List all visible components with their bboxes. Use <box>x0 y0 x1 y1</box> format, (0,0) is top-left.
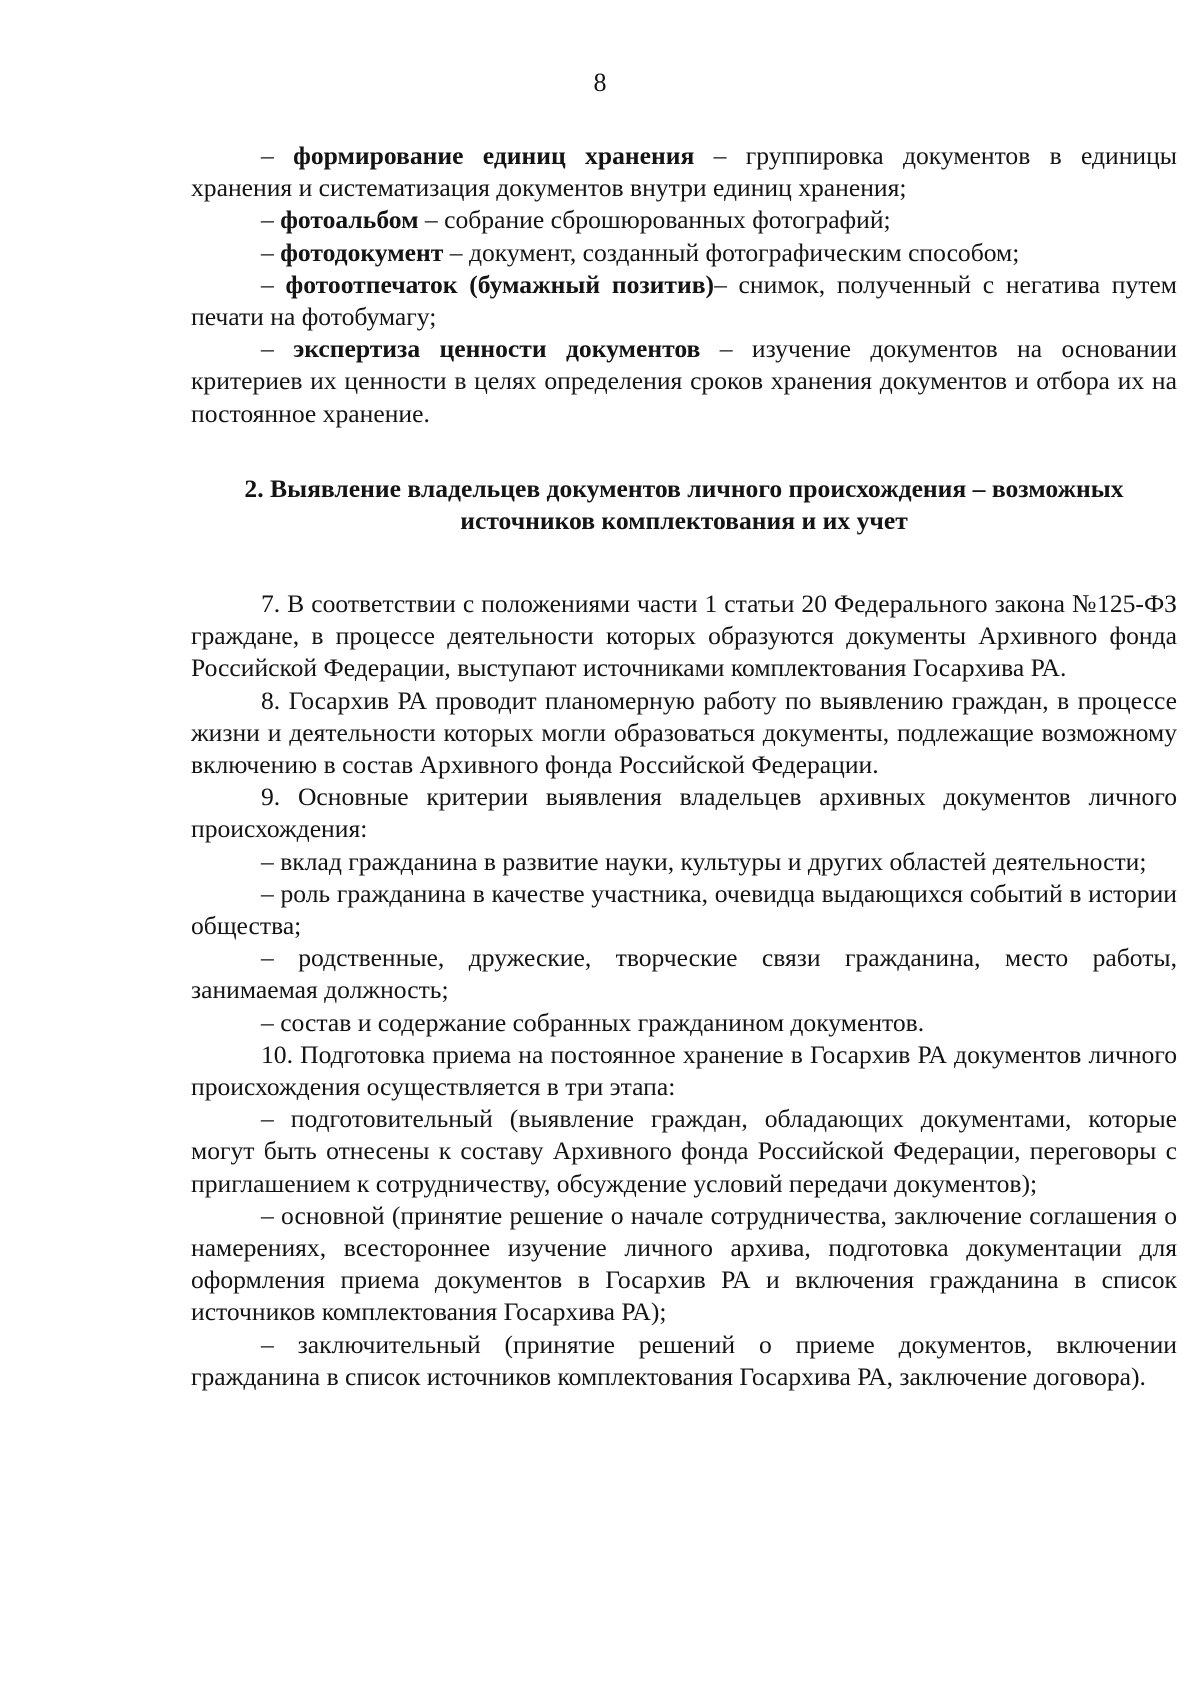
section-body <box>191 588 1177 1393</box>
definition-term: формирование единиц хранения <box>293 141 695 170</box>
criteria-list-item: – вклад гражданина в развитие науки, культуры и других областей деятельности; <box>261 846 1147 876</box>
section-heading-line: 2. Выявление владельцев документов личного происхождения – возможных <box>244 474 1124 503</box>
criteria-list-item: – родственные, дружеские, творческие связи гражданина, место работы, занимаемая должность; <box>191 943 1177 1005</box>
definition-dash: – <box>261 205 274 235</box>
paragraph-item-7: 7. В соответствии с положениями части 1 статьи 20 Федерального закона №125-ФЗ граждане, в процессе деятельности которых образуются документы Архивного фонда Российской Федерации, выступают источниками комплектования Госархива РА. <box>191 589 1177 683</box>
definition-text: – группировка документов в единицы хранения и систематизация документов внутри единиц хранения; <box>191 141 1178 203</box>
stage-list-item: – основной (принятие решение о начале сотрудничества, заключение соглашения о намерениях, всестороннее изучение личного архива, подготовка документации для оформления приема документов в Госархив РА и включения гражданина в список источников комплектования Госархива РА); <box>191 1200 1177 1327</box>
definition-item <box>191 333 1177 430</box>
definition-item <box>191 237 1177 269</box>
page-number: 8 <box>593 68 607 97</box>
definition-item <box>191 140 1177 204</box>
definition-item <box>191 204 1177 236</box>
paragraph-item-8: 8. Госархив РА проводит планомерную работу по выявлению граждан, в процессе жизни и деятельности которых могли образоваться документы, подлежащие возможному включению в состав Архивного фонда Российской Федерации. <box>191 685 1177 780</box>
section-heading <box>191 473 1177 537</box>
criteria-list-item: – состав и содержание собранных гражданином документов. <box>261 1007 925 1037</box>
paragraph-item-9: 9. Основные критерии выявления владельцев архивных документов личного происхождения: <box>191 782 1177 844</box>
definition-term: фотоотпечаток (бумажный позитив) <box>285 269 715 299</box>
definition-term: фотоальбом <box>280 205 419 235</box>
definitions-list <box>191 140 1177 430</box>
definition-dash: – <box>261 334 274 364</box>
definition-dash: – <box>261 269 274 299</box>
criteria-list-item: – роль гражданина в качестве участника, очевидца выдающихся событий в истории общества; <box>191 878 1177 941</box>
paragraph-item-10: 10. Подготовка приема на постоянное хранение в Госархив РА документов личного происхождения осуществляется в три этапа: <box>191 1039 1177 1102</box>
definition-term: фотодокумент <box>280 237 444 267</box>
stage-list-item: – заключительный (принятие решений о приеме документов, включении гражданина в список источников комплектования Госархива РА, заключение договора). <box>191 1329 1177 1391</box>
definition-text: – собрание сброшюрованных фотографий; <box>418 205 891 235</box>
definition-term: экспертиза ценности документов <box>293 334 701 364</box>
definition-text: – изучение документов на основании критериев их ценности в целях определения сроков хранения документов и отбора их на постоянное хранение. <box>191 334 1177 428</box>
definition-text: – снимок, полученный с негатива путем печати на фотобумагу; <box>191 269 1177 332</box>
definition-item <box>191 269 1177 333</box>
definition-dash: – <box>261 141 274 170</box>
stage-list-item: – подготовительный (выявление граждан, обладающих документами, которые могут быть отнесены к составу Архивного фонда Российской Федерации, переговоры с приглашением к сотрудничеству, обсуждение условий передачи документов); <box>191 1104 1177 1198</box>
definition-dash: – <box>261 237 274 267</box>
section-heading-line: источников комплектования и их учет <box>460 506 908 535</box>
definition-text: – документ, созданный фотографическим способом; <box>443 237 1020 267</box>
